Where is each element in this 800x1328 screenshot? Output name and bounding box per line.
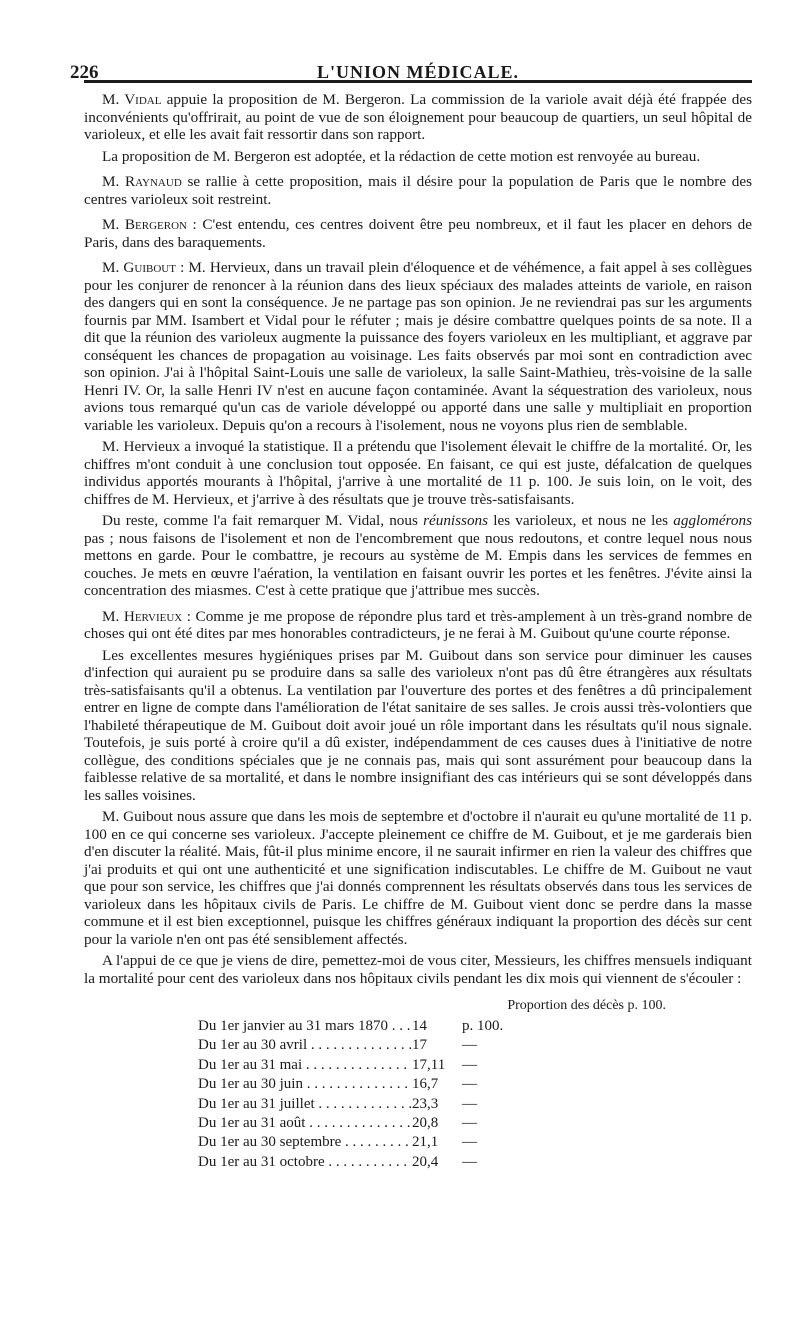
speaker-name: M. Bergeron — [102, 216, 187, 233]
article-body — [84, 91, 752, 1172]
table-period: Du 1er au 30 avril . . . — [84, 1036, 412, 1055]
table-value: 17,11 — [412, 1056, 446, 1073]
paragraph-text: se rallie à cette proposition, mais il désire pour la population de Paris que le nombre des centres varioleux soit restreint. — [84, 173, 753, 208]
paragraph-bergeron — [84, 216, 752, 251]
paragraph-text: M. Guibout nous assure que dans les mois de septembre et d'octobre il n'aurait eu qu'une mortalité de 11 p. 100 en ce qui concerne ses varioleux. J'accepte pleinement ce chiffre de M. Guibout, et je me garderais bien d'en discuter la réalité. Mais, fût-il plus minime encore, il ne saurait infirmer en rien la valeur des chiffres que j'ai produits et qui ont une authenticité et une signification indiscutables. Le chiffre de M. Guibout ne vaut que pour son service, les chiffres que j'ai donnés comprennent les résultats observés dans tous les services de varioleux dans les hôpitaux civils de Paris. Le chiffre de M. Guibout vient donc se perdre dans la masse commune et il est bien exceptionnel, puisque les chiffres généraux indiquant la proportion des décès sur cent pour la variole n'en ont pas été sensiblement affectés. — [84, 808, 752, 948]
table-unit: — — [462, 1115, 477, 1132]
table-row — [84, 1017, 752, 1036]
paragraph-text: : Comme je me propose de répondre plus tard et très-amplement à un très-grand nombre de choses qui ont été dites par mes honorables contradicteurs, je ne ferai à M. Guibout qu'une courte réponse. — [84, 607, 752, 642]
paragraph-text: : M. Hervieux, dans un travail plein d'éloquence et de véhémence, a fait appel à ses collègues pour les conjurer de renoncer à la réunion dans des lieux spéciaux des malades atteints de variole, en raison des dangers qui en sont la conséquence. Je ne partage pas son opinion. Je ne reviendrai pas sur les arguments fournis par MM. Isambert et Vidal pour le réfuter ; mais je désire combattre quelques points de sa note. Il a dit que la réunion des varioleux augmente la puissance des foyers varioleux en les multipliant, et aggrave par conséquent les chances de propagation au voisinage. Les faits observés par moi sont en contradiction avec son opinion. J'ai à l'hôpital Saint-Louis une salle de varioleux, la salle Saint-Mathieu, très-voisine de la salle Henri IV. Or, la salle Henri IV n'est en aucune façon contaminée. Avant la séquestration des varioleux, nous avions tous remarqué qu'un cas de variole développé ou apporté dans une salle y multipliait en proportion variable les varioleux. Depuis qu'on a recours à l'isolement, nous ne voyons plus rien de semblable. — [84, 259, 752, 434]
table-row — [84, 1153, 752, 1172]
table-row — [84, 1114, 752, 1133]
table-unit: — — [462, 1056, 477, 1073]
paragraph-text: appuie la proposition de M. Bergeron. La commission de la variole avait déjà été frappée des inconvénients qu'offrirait, au point de vue de son éloignement pour beaucoup de quartiers, un seul hôpital de varioleux, et elle les avait fait ressortir dans son rapport. — [84, 91, 753, 143]
paragraph-adoption — [84, 148, 752, 166]
table-value: 14 — [412, 1018, 427, 1034]
table-column-header: Proportion des décès p. 100. — [507, 998, 666, 1013]
table-unit: — — [462, 1076, 477, 1093]
mortality-table — [84, 997, 752, 1172]
table-unit: p. 100. — [462, 1018, 504, 1034]
table-value: 17 — [412, 1037, 427, 1054]
table-unit: — — [462, 1037, 477, 1054]
table-value: 20,4 — [412, 1153, 439, 1170]
table-period: Du 1er au 31 mai . . . — [84, 1056, 412, 1075]
table-unit: — — [462, 1095, 477, 1112]
paragraph-mortality — [84, 808, 752, 948]
paragraph-text: A l'appui de ce que je viens de dire, pemettez-moi de vous citer, Messieurs, les chiffres mensuels indiquant la mortalité pour cent des varioleux dans nos hôpitaux civils pendant les dix mois qui viennent de s'écouler : — [84, 952, 752, 987]
table-row — [84, 1133, 752, 1152]
table-unit: — — [462, 1134, 477, 1151]
table-row — [84, 1095, 752, 1114]
table-row — [84, 1075, 752, 1094]
speaker-name: M. Vidal — [102, 91, 162, 108]
paragraph-text: : C'est entendu, ces centres doivent être peu nombreux, et il faut les placer en dehors de Paris, dans des baraquements. — [84, 216, 753, 251]
speaker-name: M. Hervieux — [102, 607, 183, 625]
table-period: Du 1er au 31 juillet . . . — [84, 1095, 412, 1114]
table-row — [84, 1056, 752, 1075]
table-period: Du 1er au 31 août . . . — [84, 1114, 412, 1133]
page-header — [70, 46, 752, 83]
table-value: 23,3 — [412, 1095, 439, 1112]
paragraph-vidal — [84, 91, 752, 144]
table-period: Du 1er janvier au 31 mars 1870 . . . — [84, 1017, 412, 1036]
paragraph-text: pas ; nous faisons de l'isolement et non de l'encombrement que nous redoutons, et contre lequel nous nous mettons en garde. Pour le combattre, je recours au système de M. Empis dans les services de femmes en couches. Je mets en œuvre l'aération, la ventilation en faisant ouvrir les portes et les fenêtres. J'évite ainsi la concentration des miasmes. C'est à cette pratique que j'attribue mes succès. — [84, 529, 752, 599]
table-unit: — — [462, 1153, 477, 1170]
paragraph-text: M. Hervieux a invoqué la statistique. Il a prétendu que l'isolement élevait le chiffre de la mortalité. Or, les chiffres m'ont conduit à une conclusion tout opposée. En faisant, ce qui est juste, défalcation de quelques individus apportés mourants à l'hôpital, j'arrive à une mortalité de 11 p. 100. Je suis loin, on le voit, des chiffres de M. Hervieux, et j'arrive à des résultats que je trouve très-satisfaisants. — [84, 438, 752, 508]
paragraph-hygiene — [84, 647, 752, 805]
paragraph-isolation — [84, 512, 752, 600]
paragraph-text: Du reste, comme l'a fait remarquer M. Vidal, nous — [102, 512, 424, 529]
speaker-name: M. Guibout — [102, 259, 176, 276]
speaker-name: M. Raynaud — [102, 173, 182, 190]
paragraph-raynaud — [84, 173, 752, 208]
table-value: 20,8 — [412, 1115, 439, 1132]
emphasis-agglomerons: agglomérons — [673, 512, 752, 529]
table-period: Du 1er au 30 septembre . . . — [84, 1133, 412, 1152]
paragraph-citation — [84, 952, 752, 987]
paragraph-hervieux — [84, 608, 752, 643]
table-value: 21,1 — [412, 1134, 439, 1151]
paragraph-guibout — [84, 259, 752, 434]
running-title: L'UNION MÉDICALE. — [316, 62, 520, 82]
paragraph-text: les varioleux, et nous ne les — [488, 512, 674, 529]
emphasis-reunissons: réunissons — [423, 512, 489, 529]
paragraph-statistics — [84, 438, 752, 508]
table-value: 16,7 — [412, 1076, 439, 1093]
table-row — [84, 1036, 752, 1055]
table-period: Du 1er au 30 juin . . . — [84, 1075, 412, 1094]
paragraph-text: La proposition de M. Bergeron est adoptée, et la rédaction de cette motion est renvoyée au bureau. — [102, 147, 701, 165]
paragraph-text: Les excellentes mesures hygiéniques prises par M. Guibout dans son service pour diminuer les causes d'infection qui auraient pu se produire dans sa salle des varioleux n'ont pas dû être étrangères aux résultats très-satisfaisants qu'il a obtenus. La ventilation par l'ouverture des portes et des fenêtres a dû principalement entrer en ligne de compte dans l'amélioration de l'état sanitaire de ses salles. Je crois aussi très-volontiers que l'habileté thérapeutique de M. Guibout doit avoir joué un rôle important dans les résultats qu'il nous signale. Toutefois, je suis porté à croire qu'il a dû exister, indépendamment de ces causes dues à l'initiative de notre collègue, des conditions spéciales que je ne connais pas, mais qui sont assurément pour beaucoup dans la faiblesse relative de sa mortalité, et dans le nombre insignifiant des cas intérieurs qui se sont développés dans les salles voisines. — [84, 646, 752, 804]
page-number: 226 — [70, 62, 99, 83]
table-period: Du 1er au 31 octobre . . . — [84, 1153, 412, 1172]
